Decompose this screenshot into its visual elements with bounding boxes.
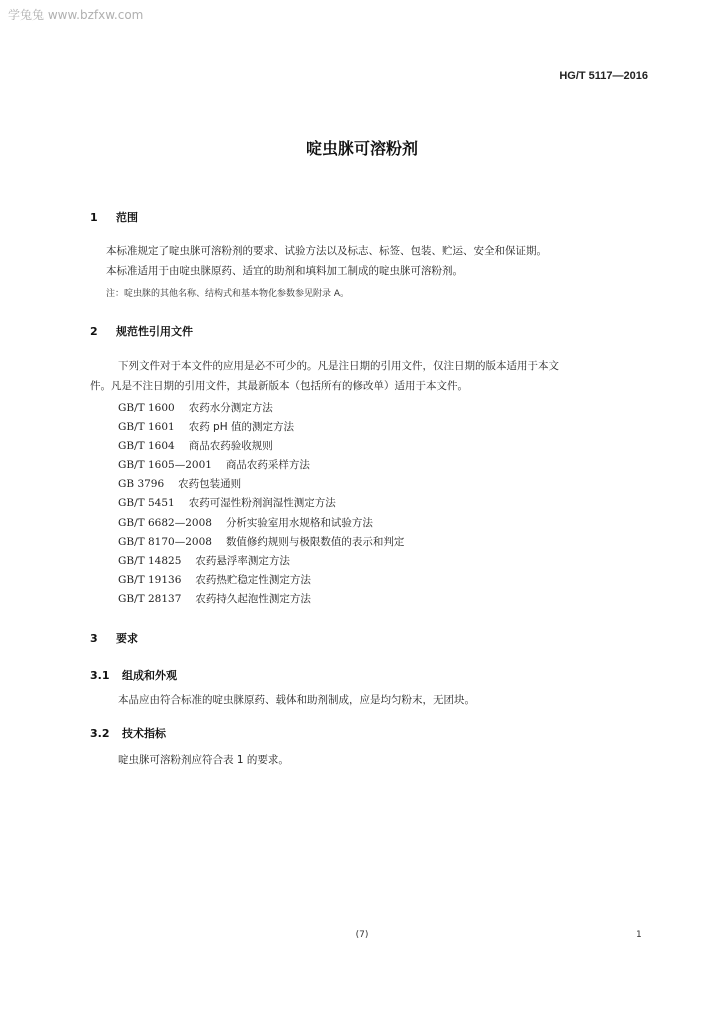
reference-item: [118, 418, 404, 437]
section-3-2-paragraph: 啶虫脒可溶粉剂应符合表 1 的要求。: [118, 754, 289, 766]
reference-title: 农药持久起泡性测定方法: [195, 592, 311, 605]
section-number: 1: [90, 211, 98, 224]
reference-code: GB/T 1604: [118, 440, 175, 453]
section-2-paragraph-line-1: 下列文件对于本文件的应用是必不可少的。凡是注日期的引用文件，仅注日期的版本适用于本文: [118, 360, 559, 372]
reference-item: [118, 590, 404, 609]
reference-item: [118, 437, 404, 456]
reference-title: 农药水分测定方法: [188, 402, 273, 414]
document-title: 啶虫脒可溶粉剂: [305, 139, 418, 158]
reference-title: 农药可湿性粉剂润湿性测定方法: [188, 497, 336, 510]
reference-code: GB 3796: [118, 478, 165, 491]
section-3-2-heading: [90, 725, 166, 741]
watermark-text: 学兔兔 www.bzfxw.com: [8, 8, 144, 22]
reference-code: GB/T 1605—2001: [118, 459, 212, 472]
reference-item: [118, 475, 404, 494]
page-number: 1: [636, 930, 642, 940]
reference-item: [118, 514, 404, 533]
reference-title: 农药 pH 值的测定方法: [188, 421, 294, 434]
reference-item: [118, 494, 404, 513]
section-number: 2: [90, 325, 98, 338]
reference-title: 农药热贮稳定性测定方法: [195, 573, 311, 586]
section-number: 3.1: [90, 669, 110, 682]
section-2-paragraph-line-2: 件。凡是不注日期的引用文件，其最新版本（包括所有的修改单）适用于本文件。: [90, 380, 468, 392]
reference-title: 商品农药验收规则: [188, 440, 273, 453]
section-number: 3.2: [90, 727, 110, 740]
section-1-paragraph-2: 本标准适用于由啶虫脒原药、适宜的助剂和填料加工制成的啶虫脒可溶粉剂。: [106, 265, 463, 277]
reference-code: GB/T 19136: [118, 573, 182, 586]
reference-code: GB/T 8170—2008: [118, 535, 212, 548]
reference-code: GB/T 6682—2008: [118, 516, 212, 529]
reference-item: [118, 533, 404, 552]
reference-title: 数值修约规则与极限数值的表示和判定: [225, 535, 405, 548]
reference-item: [118, 552, 404, 571]
section-3-1-paragraph: 本品应由符合标准的啶虫脒原药、载体和助剂制成，应是均匀粉末，无团块。: [118, 694, 475, 706]
normative-references-list: [118, 399, 404, 609]
reference-title: 分析实验室用水规格和试验方法: [225, 516, 373, 529]
section-title: 组成和外观: [122, 669, 177, 682]
footer-center-mark: (7): [355, 930, 369, 940]
section-title: 规范性引用文件: [116, 325, 193, 338]
section-number: 3: [90, 632, 98, 645]
reference-code: GB/T 5451: [118, 497, 175, 510]
reference-item: [118, 456, 404, 475]
reference-title: 农药悬浮率测定方法: [195, 554, 290, 567]
reference-title: 商品农药采样方法: [225, 459, 310, 472]
section-3-heading: [90, 630, 138, 646]
section-2-heading: [90, 323, 193, 339]
reference-code: GB/T 14825: [118, 554, 182, 567]
reference-code: GB/T 28137: [118, 592, 182, 605]
reference-item: [118, 571, 404, 590]
reference-item: [118, 399, 404, 418]
section-1-note: 注：啶虫脒的其他名称、结构式和基本物化参数参见附录 A。: [106, 289, 350, 299]
reference-code: GB/T 1601: [118, 421, 175, 434]
reference-code: GB/T 1600: [118, 402, 175, 414]
section-1-paragraph-1: 本标准规定了啶虫脒可溶粉剂的要求、试验方法以及标志、标签、包装、贮运、安全和保证期。: [106, 245, 547, 257]
section-3-1-heading: [90, 667, 177, 683]
standard-code: HG/T 5117—2016: [559, 70, 648, 82]
section-title: 技术指标: [122, 727, 166, 740]
section-1-heading: [90, 209, 138, 225]
reference-title: 农药包装通则: [178, 478, 242, 491]
section-title: 要求: [116, 632, 138, 645]
section-title: 范围: [116, 211, 138, 224]
